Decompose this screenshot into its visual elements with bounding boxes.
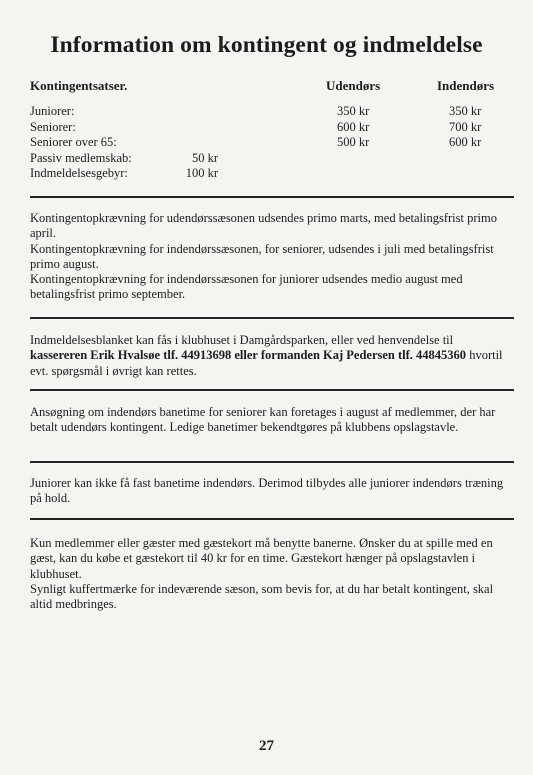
form-text: Indmeldelsesblanket kan fås i klubhuset i Damgårdsparken, eller ved henvendelse til [30, 333, 454, 347]
divider [30, 317, 514, 319]
column-header-indoor: Indendørs [437, 78, 495, 93]
rate-amount: 350 kr [337, 104, 370, 118]
rate-amount: 600 kr [449, 135, 482, 149]
junior-info [30, 476, 510, 507]
rate-label: Passiv medlemskab: [30, 150, 132, 165]
billing-line: Kontingentopkrævning for indendørssæsonen, for seniorer, udsendes i juli med betalingsfrist primo august. [30, 241, 494, 271]
divider [30, 518, 514, 520]
rate-amount: 100 kr [185, 166, 218, 180]
page-number: 27 [259, 738, 274, 754]
billing-info [30, 211, 510, 303]
rates-heading: Kontingentsatser. [30, 78, 128, 93]
indoor-amounts [449, 104, 509, 151]
membership-form-info [30, 333, 510, 379]
divider [30, 389, 514, 391]
rate-amount: 600 kr [337, 119, 370, 134]
contact-details: kassereren Erik Hvalsøe tlf. 44913698 eller formanden Kaj Pedersen tlf. 44845360 [30, 348, 467, 363]
rate-label: Seniorer over 65: [30, 135, 117, 149]
indoor-court-text: Ansøgning om indendørs banetime for seniorer kan foretages i august af medlemmer, der har betalt udendørs kontingent. Ledige banetimer bekendtgøres på klubbens opslagstavle. [30, 405, 496, 435]
rate-amount: 500 kr [337, 135, 370, 149]
divider [30, 461, 514, 463]
extra-amounts [170, 151, 218, 182]
rate-amount: 700 kr [449, 119, 482, 134]
rate-amount: 50 kr [191, 150, 218, 165]
divider [30, 196, 514, 198]
guest-line: Synligt kuffertmærke for indeværende sæson, som bevis for, at du har betalt kontingent, skal altid medbringes. [30, 581, 494, 612]
junior-text: Juniorer kan ikke få fast banetime indendørs. Derimod tilbydes alle juniorer indendørs træning på hold. [30, 476, 504, 506]
page-title: Information om kontingent og indmeldelse [50, 32, 483, 58]
form-text-end: hvortil evt. spørgsmål i øvrigt kan rettes. [30, 348, 503, 378]
guest-info [30, 536, 510, 612]
billing-line: Kontingentopkrævning for udendørssæsonen udsendes primo marts, med betalingsfrist primo april. [30, 211, 497, 241]
outdoor-amounts [337, 104, 397, 151]
guest-line: Kun medlemmer eller gæster med gæstekort må benytte banerne. Ønsker du at spille med en gæst, kan du købe et gæstekort til 40 kr for en time. Gæstekort hænger på opslagstavlen i klubhuset. [30, 536, 493, 581]
rate-label: Indmeldelsesgebyr: [30, 166, 128, 180]
rate-label: Seniorer: [30, 119, 76, 134]
column-header-outdoor: Udendørs [326, 78, 381, 93]
rate-label: Juniorer: [30, 104, 75, 118]
indoor-court-info [30, 405, 510, 436]
rate-amount: 350 kr [449, 104, 482, 118]
rate-labels [30, 104, 180, 182]
billing-line: Kontingentopkrævning for indendørssæsonen for juniorer udsendes medio august med betalingsfrist primo september. [30, 272, 463, 302]
